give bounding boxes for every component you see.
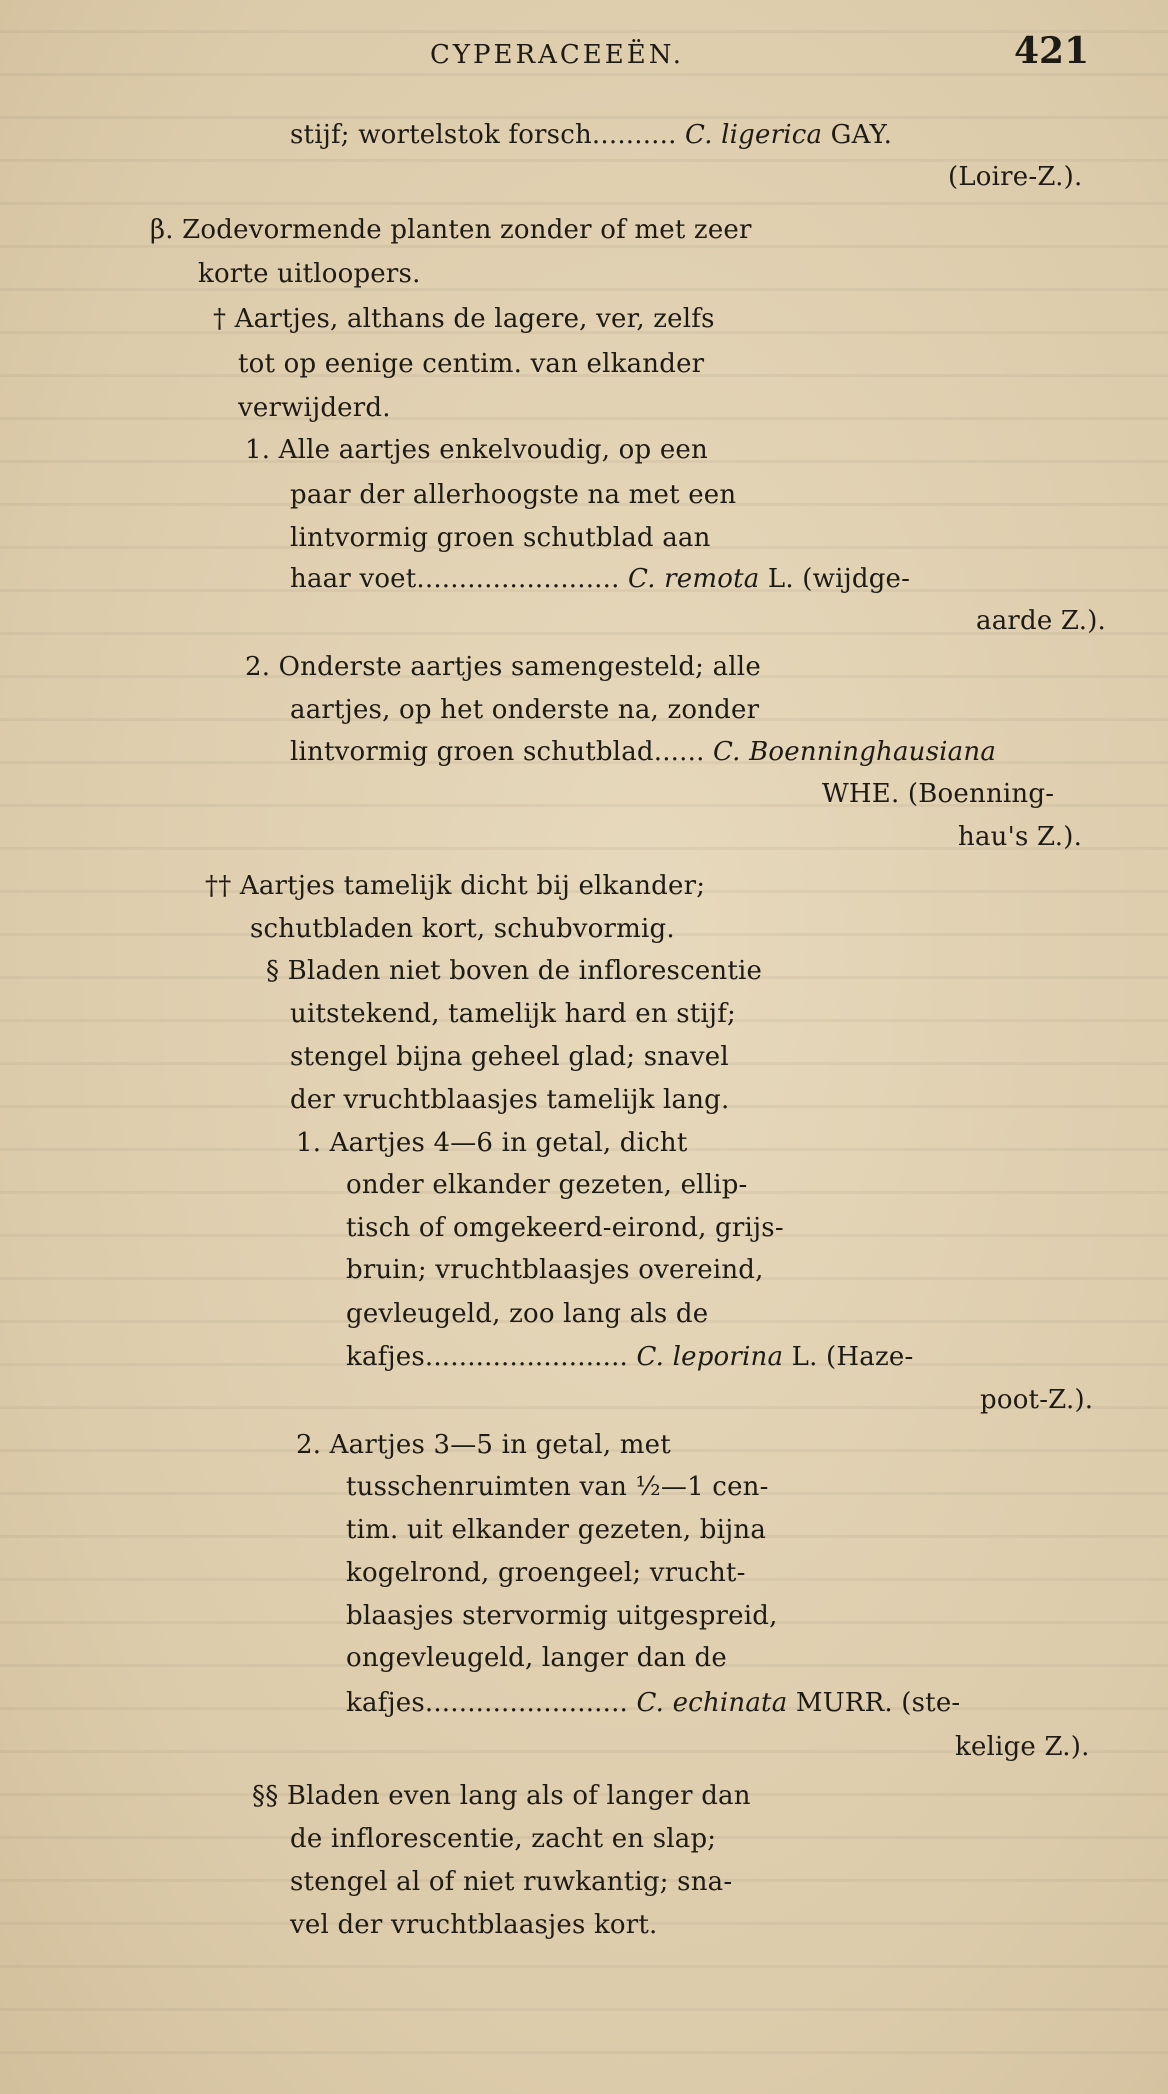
text-line: kafjes........................ C. echinata MURR. (ste- — [346, 1688, 961, 1718]
text-line: §§ Bladen even lang als of langer dan — [252, 1781, 751, 1811]
text-line: kelige Z.). — [955, 1732, 1090, 1762]
text-line: hau's Z.). — [958, 822, 1083, 852]
text-line: tot op eenige centim. van elkander — [238, 349, 705, 379]
text-line: stengel al of niet ruwkantig; sna- — [290, 1867, 733, 1897]
text-line: blaasjes stervormig uitgespreid, — [346, 1601, 778, 1631]
page-number: 421 — [1014, 30, 1090, 72]
text-line: kogelrond, groengeel; vrucht- — [346, 1558, 746, 1588]
text-line: uitstekend, tamelijk hard en stijf; — [290, 999, 736, 1029]
text-line: † Aartjes, althans de lagere, ver, zelfs — [213, 304, 715, 334]
text-line: schutbladen kort, schubvormig. — [250, 914, 675, 944]
text-line: 1. Aartjes 4—6 in getal, dicht — [296, 1128, 688, 1158]
text-line: β. Zodevormende planten zonder of met zeer — [150, 215, 752, 245]
text-line: †† Aartjes tamelijk dicht bij elkander; — [205, 871, 706, 901]
text-line: de inflorescentie, zacht en slap; — [290, 1824, 717, 1854]
running-header: CYPERACEEËN. — [430, 40, 685, 70]
text-line: tim. uit elkander gezeten, bijna — [346, 1515, 767, 1545]
text-line: lintvormig groen schutblad...... C. Boenninghausiana — [290, 737, 997, 767]
text-line: stijf; wortelstok forsch.......... C. ligerica GAY. — [290, 120, 893, 150]
text-line: aartjes, op het onderste na, zonder — [290, 695, 760, 725]
text-line: vel der vruchtblaasjes kort. — [290, 1910, 658, 1940]
text-line: der vruchtblaasjes tamelijk lang. — [290, 1085, 730, 1115]
text-line: 2. Onderste aartjes samengesteld; alle — [245, 652, 761, 682]
text-line: lintvormig groen schutblad aan — [290, 523, 711, 553]
text-line: korte uitloopers. — [198, 259, 421, 289]
text-line: poot-Z.). — [980, 1385, 1094, 1415]
text-line: WHE. (Boenning- — [822, 779, 1055, 809]
text-line: paar der allerhoogste na met een — [290, 480, 737, 510]
text-line: gevleugeld, zoo lang als de — [346, 1299, 709, 1329]
text-line: aarde Z.). — [976, 606, 1107, 636]
text-line: § Bladen niet boven de inflorescentie — [266, 956, 763, 986]
text-line: tisch of omgekeerd-eirond, grijs- — [346, 1213, 784, 1243]
text-line: haar voet........................ C. remota L. (wijdge- — [290, 564, 911, 594]
text-line: onder elkander gezeten, ellip- — [346, 1170, 748, 1200]
text-line: tusschenruimten van ½—1 cen- — [346, 1472, 769, 1502]
text-line: verwijderd. — [238, 393, 391, 423]
text-line: 1. Alle aartjes enkelvoudig, op een — [245, 435, 708, 465]
text-line: ongevleugeld, langer dan de — [346, 1643, 727, 1673]
text-line: 2. Aartjes 3—5 in getal, met — [296, 1430, 671, 1460]
text-line: stengel bijna geheel glad; snavel — [290, 1042, 729, 1072]
text-line: bruin; vruchtblaasjes overeind, — [346, 1255, 764, 1285]
text-line: (Loire-Z.). — [948, 162, 1083, 192]
text-line: kafjes........................ C. leporina L. (Haze- — [346, 1342, 914, 1372]
